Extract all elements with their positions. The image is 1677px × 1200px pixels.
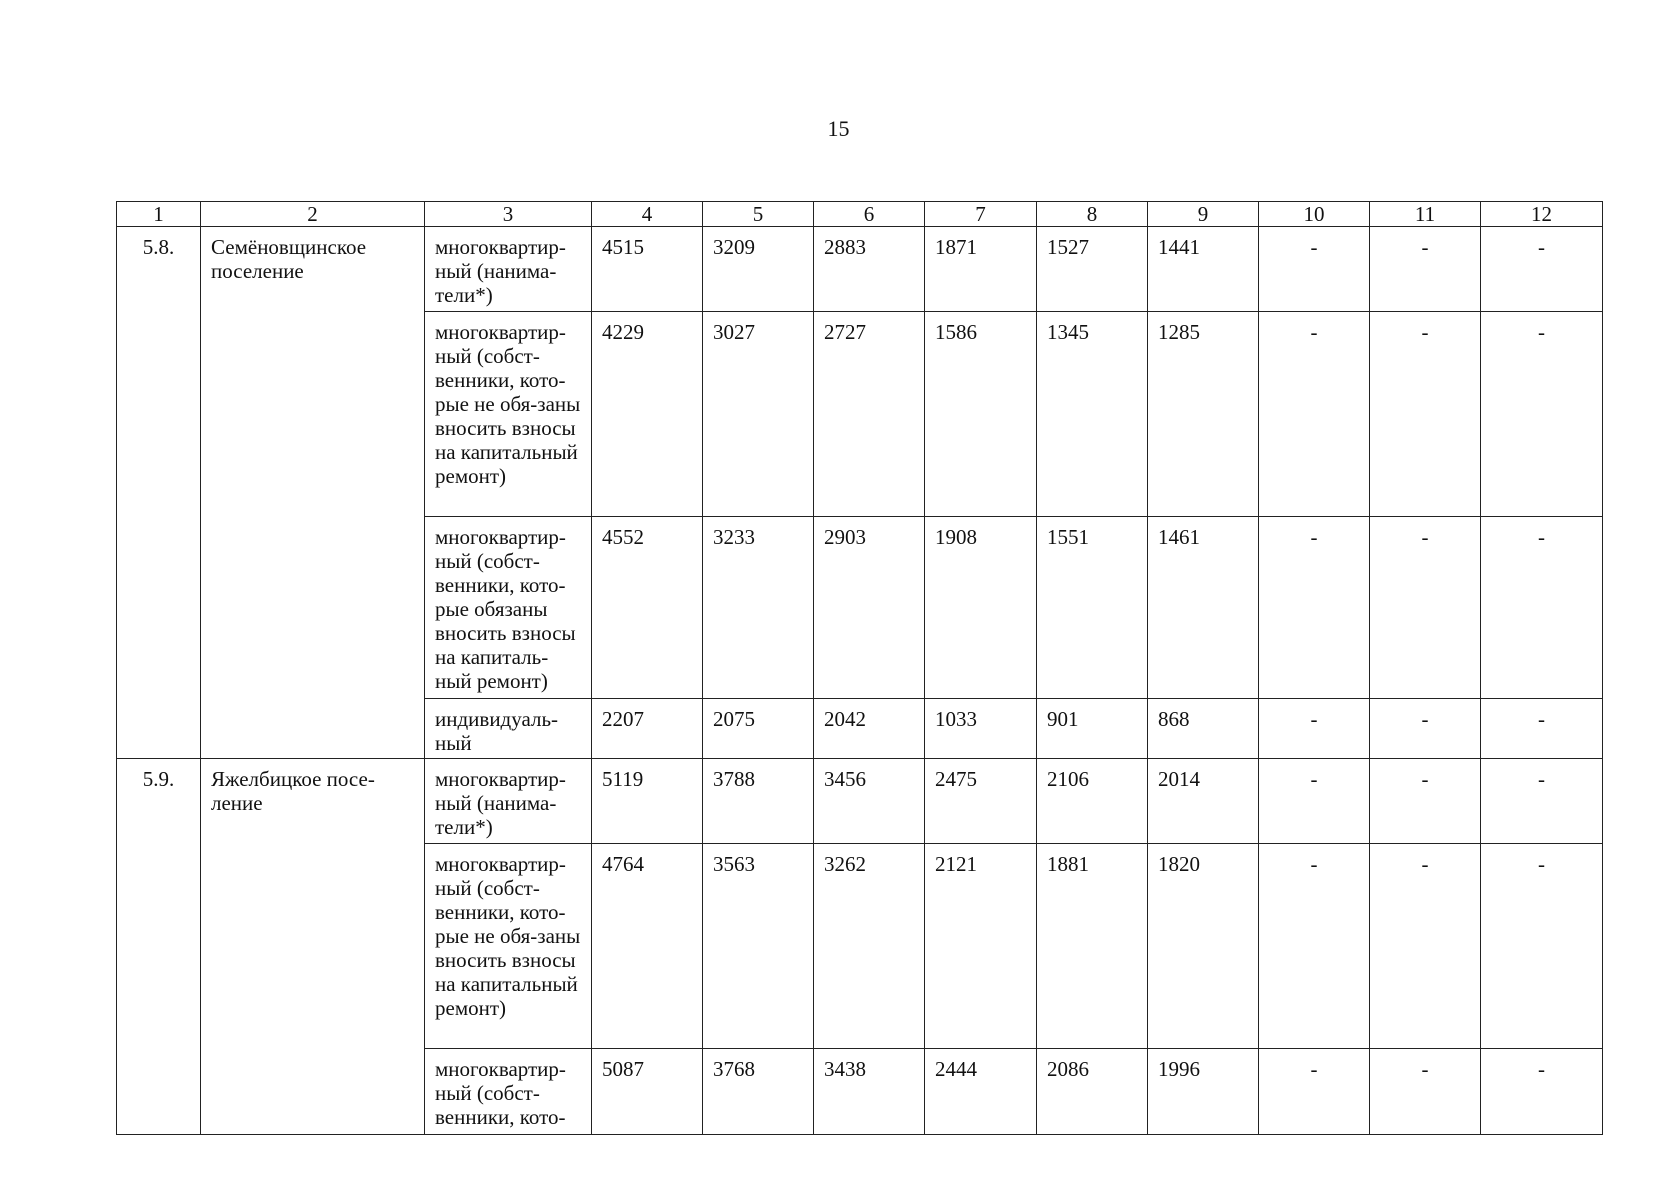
value-cell: 2727 (814, 312, 925, 517)
value-cell: 3233 (703, 517, 814, 699)
value-cell: 1345 (1037, 312, 1148, 517)
housing-type: многоквартир-ный (собст-венники, кото-рые не обя-заны вносить взносы на капитальный ремонт) (425, 312, 592, 517)
value-cell: 1908 (925, 517, 1037, 699)
value-cell: 2444 (925, 1049, 1037, 1135)
value-cell: 2106 (1037, 759, 1148, 844)
column-header: 10 (1259, 202, 1370, 227)
tariff-table (116, 201, 1603, 1135)
value-cell: 1586 (925, 312, 1037, 517)
value-cell: - (1259, 517, 1370, 699)
value-cell: 2883 (814, 227, 925, 312)
housing-type: многоквартир-ный (нанима-тели*) (425, 227, 592, 312)
housing-type: многоквартир-ный (собст-венники, кото-рые обязаны вносить взносы на капиталь-ный ремонт) (425, 517, 592, 699)
value-cell: 1441 (1148, 227, 1259, 312)
column-header: 8 (1037, 202, 1148, 227)
item-number: 5.8. (117, 227, 201, 759)
value-cell: - (1370, 1049, 1481, 1135)
value-cell: - (1370, 699, 1481, 759)
column-header: 7 (925, 202, 1037, 227)
value-cell: - (1259, 844, 1370, 1049)
value-cell: 2121 (925, 844, 1037, 1049)
table-row (117, 227, 1603, 312)
settlement-name: Семёновщинское поселение (201, 227, 425, 759)
value-cell: 3438 (814, 1049, 925, 1135)
value-cell: 1881 (1037, 844, 1148, 1049)
value-cell: - (1481, 517, 1603, 699)
value-cell: 3209 (703, 227, 814, 312)
value-cell: 901 (1037, 699, 1148, 759)
value-cell: 1285 (1148, 312, 1259, 517)
value-cell: - (1259, 312, 1370, 517)
housing-type: многоквартир-ный (собст-венники, кото-рые не обя-заны вносить взносы на капитальный ремонт) (425, 844, 592, 1049)
value-cell: - (1481, 227, 1603, 312)
value-cell: - (1481, 699, 1603, 759)
column-header: 11 (1370, 202, 1481, 227)
column-header: 12 (1481, 202, 1603, 227)
housing-type: многоквартир-ный (собст-венники, кото- (425, 1049, 592, 1135)
value-cell: 4764 (592, 844, 703, 1049)
value-cell: 3563 (703, 844, 814, 1049)
value-cell: 868 (1148, 699, 1259, 759)
value-cell: 2086 (1037, 1049, 1148, 1135)
value-cell: 3027 (703, 312, 814, 517)
value-cell: 1820 (1148, 844, 1259, 1049)
value-cell: - (1370, 844, 1481, 1049)
value-cell: 5087 (592, 1049, 703, 1135)
value-cell: - (1259, 759, 1370, 844)
value-cell: - (1370, 312, 1481, 517)
value-cell: 1527 (1037, 227, 1148, 312)
value-cell: 2475 (925, 759, 1037, 844)
value-cell: 2014 (1148, 759, 1259, 844)
column-header: 1 (117, 202, 201, 227)
value-cell: 4229 (592, 312, 703, 517)
housing-type: индивидуаль-ный (425, 699, 592, 759)
column-header: 6 (814, 202, 925, 227)
value-cell: - (1370, 227, 1481, 312)
column-header: 4 (592, 202, 703, 227)
value-cell: 1033 (925, 699, 1037, 759)
value-cell: 5119 (592, 759, 703, 844)
column-number-row (117, 202, 1603, 227)
value-cell: - (1259, 699, 1370, 759)
page-number: 15 (827, 116, 850, 141)
value-cell: - (1259, 227, 1370, 312)
settlement-name: Яжелбицкое посе-ление (201, 759, 425, 1135)
value-cell: 1461 (1148, 517, 1259, 699)
value-cell: 1551 (1037, 517, 1148, 699)
column-header: 5 (703, 202, 814, 227)
column-header: 9 (1148, 202, 1259, 227)
value-cell: 3788 (703, 759, 814, 844)
value-cell: - (1370, 759, 1481, 844)
table-row (117, 759, 1603, 844)
value-cell: - (1481, 844, 1603, 1049)
column-header: 2 (201, 202, 425, 227)
value-cell: 1996 (1148, 1049, 1259, 1135)
value-cell: - (1481, 312, 1603, 517)
item-number: 5.9. (117, 759, 201, 1135)
value-cell: 3456 (814, 759, 925, 844)
value-cell: 3262 (814, 844, 925, 1049)
value-cell: 3768 (703, 1049, 814, 1135)
value-cell: - (1481, 1049, 1603, 1135)
value-cell: 2207 (592, 699, 703, 759)
value-cell: 2903 (814, 517, 925, 699)
value-cell: - (1370, 517, 1481, 699)
value-cell: 2042 (814, 699, 925, 759)
value-cell: 4515 (592, 227, 703, 312)
column-header: 3 (425, 202, 592, 227)
value-cell: 2075 (703, 699, 814, 759)
housing-type: многоквартир-ный (нанима-тели*) (425, 759, 592, 844)
value-cell: - (1259, 1049, 1370, 1135)
value-cell: 4552 (592, 517, 703, 699)
value-cell: 1871 (925, 227, 1037, 312)
value-cell: - (1481, 759, 1603, 844)
